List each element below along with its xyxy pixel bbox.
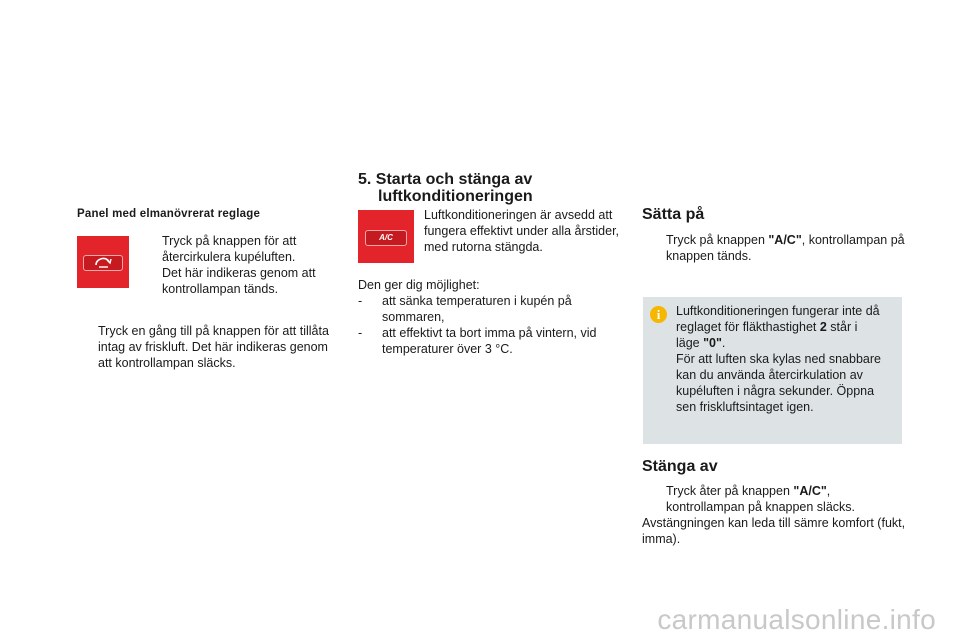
text-fragment: ,	[826, 484, 831, 498]
ac-intro-line: med rutorna stängda.	[424, 240, 543, 254]
list-item	[358, 293, 618, 325]
text-fragment: står i	[826, 320, 858, 334]
info-line: Luftkonditioneringen fungerar inte då	[676, 304, 880, 318]
ac-intro-line: fungera effektivt under alla årstider,	[424, 224, 620, 238]
fresh-air-instruction	[98, 323, 338, 371]
note-line: Avstängningen kan leda till sämre komfort (fukt,	[642, 516, 906, 530]
section-heading-line: 5. Starta och stänga av	[358, 171, 533, 188]
turn-off-line: kontrollampan på knappen släcks.	[666, 500, 856, 514]
recirculation-line: kontrollampan tänds.	[162, 282, 279, 296]
text-fragment: , kontrollampan på	[801, 233, 905, 247]
fresh-air-line: intag av friskluft. Det här indikeras genom	[98, 340, 328, 354]
fresh-air-line: att kontrollampan släcks.	[98, 356, 236, 370]
ac-key-name: "A/C"	[768, 233, 802, 247]
possibility-intro: Den ger dig möjlighet:	[358, 278, 480, 292]
list-item-line: temperaturer över 3 °C.	[382, 342, 513, 356]
ac-button-image	[358, 210, 414, 263]
turn-on-heading: Sätta på	[642, 206, 705, 223]
recirculation-button-image	[77, 236, 129, 288]
watermark: carmanualsonline.info	[657, 604, 936, 635]
text-fragment: .	[721, 336, 726, 350]
position-value: "0"	[703, 336, 722, 350]
info-text	[676, 303, 891, 415]
fan-speed-value: 2	[819, 320, 827, 334]
fresh-air-line: Tryck en gång till på knappen för att tillåta	[98, 324, 329, 338]
recirculation-instruction	[162, 233, 332, 297]
ac-intro-line: Luftkonditioneringen är avsedd att	[424, 208, 613, 222]
turn-on-instruction	[666, 232, 906, 264]
info-icon: i	[650, 306, 667, 323]
list-item-line: att effektivt ta bort imma på vintern, vid	[382, 326, 597, 340]
section-heading	[358, 171, 618, 205]
recirculation-line: Tryck på knappen för att	[162, 234, 297, 248]
turn-on-line: knappen tänds.	[666, 249, 752, 263]
list-dash: -	[358, 326, 363, 340]
section-heading-line: luftkonditioneringen	[378, 188, 533, 205]
info-line: kupéluften i några sekunder. Öppna	[676, 384, 875, 398]
panel-heading: Panel med elmanövrerat reglage	[77, 208, 261, 220]
info-line: För att luften ska kylas ned snabbare	[676, 352, 881, 366]
list-dash: -	[358, 294, 363, 308]
info-line: sen friskluftsintaget igen.	[676, 400, 814, 414]
text-fragment: Tryck på knappen	[666, 233, 769, 247]
info-box	[643, 297, 902, 444]
recirculation-icon	[93, 254, 113, 270]
list-item	[358, 325, 618, 357]
ac-key-name: "A/C"	[793, 484, 827, 498]
list-item-line: sommaren,	[382, 310, 445, 324]
text-fragment: Tryck åter på knappen	[666, 484, 794, 498]
turn-off-heading: Stänga av	[642, 458, 718, 475]
recirculation-line: återcirkulera kupéluften.	[162, 250, 296, 264]
ac-intro-text	[424, 207, 624, 255]
list-item-line: att sänka temperaturen i kupén på	[382, 294, 572, 308]
turn-off-instruction	[666, 483, 906, 515]
text-fragment: reglaget för fläkthastighet	[676, 320, 820, 334]
text-fragment: läge	[676, 336, 704, 350]
turn-off-note	[642, 515, 907, 547]
info-line: kan du använda återcirkulation av	[676, 368, 863, 382]
recirculation-line: Det här indikeras genom att	[162, 266, 316, 280]
ac-button-label: A/C	[379, 233, 393, 242]
note-line: imma).	[642, 532, 681, 546]
